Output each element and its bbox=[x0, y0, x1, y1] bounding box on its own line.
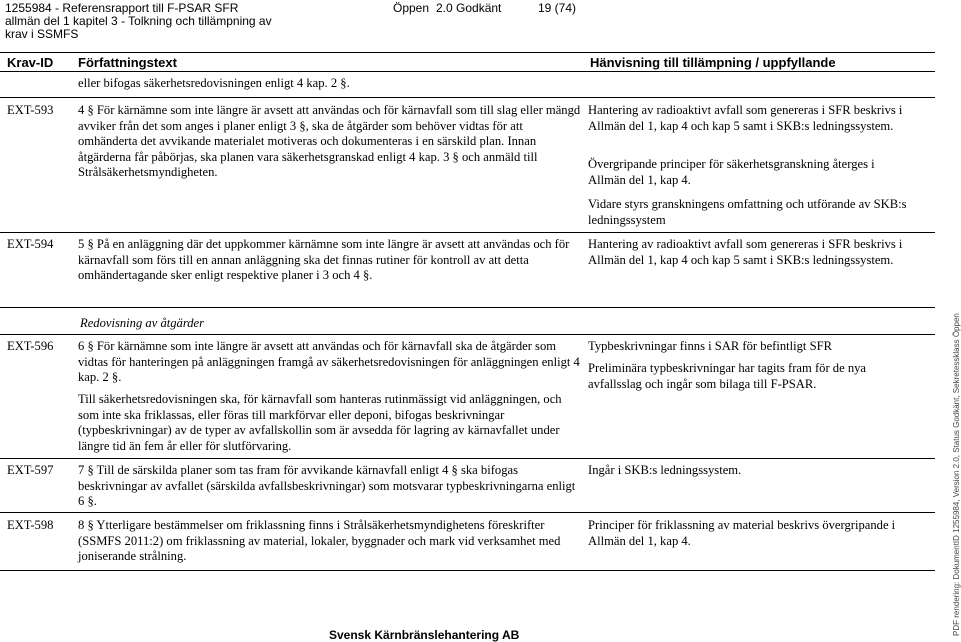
reference-text: Hantering av radioaktivt avfall som genereras i SFR beskrivs i Allmän del 1, kap 4 och kap 5 samt i SKB:s ledningssystem. bbox=[588, 237, 903, 267]
page-number: 19 (74) bbox=[538, 1, 577, 15]
row-id: EXT-594 bbox=[7, 237, 54, 251]
reference-text: Vidare styrs granskningens omfattning och utförande av SKB:s ledningssystem bbox=[588, 197, 907, 227]
reference-text: Preliminära typbeskrivningar har tagits fram för de nya avfallsslag och ingår som bilaga till F-PSAR. bbox=[588, 361, 867, 391]
row-rule bbox=[0, 97, 935, 98]
reference-text: Hantering av radioaktivt avfall som genereras i SFR beskrivs i Allmän del 1, kap 4 och kap 5 samt i SKB:s ledningssystem. bbox=[588, 103, 903, 133]
document-subtitle-line-1: allmän del 1 kapitel 3 - Tolkning och tillämpning av bbox=[5, 14, 272, 28]
row-rule bbox=[0, 232, 935, 233]
row-rule bbox=[0, 512, 935, 513]
table-bottom-rule bbox=[0, 570, 935, 571]
table-bottom-rule bbox=[0, 307, 935, 308]
section-title: Redovisning av åtgärder bbox=[80, 316, 205, 330]
version-status: 2.0 Godkänt bbox=[436, 1, 502, 15]
document-id-title: 1255984 - Referensrapport till F-PSAR SFR bbox=[5, 1, 239, 15]
header-bottom-rule bbox=[0, 71, 935, 72]
reference-text: Typbeskrivningar finns i SAR för befintligt SFR bbox=[588, 339, 832, 353]
reference-text: Ingår i SKB:s ledningssystem. bbox=[588, 463, 742, 477]
table-top-rule bbox=[0, 52, 935, 53]
regulation-text: 4 § För kärnämne som inte längre är avsett att användas och för kärnavfall som till slag eller mängd avviker från det som anges i planer enligt 3 §, ska de åtgärder som behöver vidtas för att omhänderta det avvikande materialet motiveras och dokumenteras i en särskild plan. Innan åtgärderna får påbörjas, ska planen vara säkerhetsgranskad enligt 4 kap. 3 § och anmäld till Strålsäkerhetsmyndigheten. bbox=[78, 103, 581, 179]
column-header-id: Krav-ID bbox=[7, 55, 54, 70]
column-header-reference: Hänvisning till tillämpning / uppfyllande bbox=[590, 55, 836, 70]
regulation-text: 7 § Till de särskilda planer som tas fram för avvikande kärnavfall enligt 4 § ska bifogas beskrivningar av avfallet (särskilda avfallsbeskrivningar) som motsvarar typbeskrivningarna enligt 6 §. bbox=[78, 463, 576, 508]
row-id: EXT-597 bbox=[7, 463, 54, 477]
column-header-text: Författningstext bbox=[78, 55, 177, 70]
row-id: EXT-598 bbox=[7, 518, 54, 532]
document-subtitle-line-2: krav i SSMFS bbox=[5, 27, 79, 41]
regulation-text: Till säkerhetsredovisningen ska, för kärnavfall som hanteras rutinmässigt vid anläggningen, och som inte ska friklassas, eller föras till markförvar eller deponi, bifogas beskrivningar (typbeskrivningar) av de typer av avfallskollin som är avsedda för lagring av kärnavfallet under längre tid än fem år eller för slutförvaring. bbox=[78, 392, 562, 453]
continuation-text: eller bifogas säkerhetsredovisningen enligt 4 kap. 2 §. bbox=[78, 76, 350, 90]
reference-text: Övergripande principer för säkerhetsgranskning återges i Allmän del 1, kap 4. bbox=[588, 157, 875, 187]
confidentiality-status: Öppen bbox=[393, 1, 430, 15]
row-id: EXT-596 bbox=[7, 339, 54, 353]
regulation-text: 8 § Ytterligare bestämmelser om friklassning finns i Strålsäkerhetsmyndighetens föreskrifter (SSMFS 2011:2) om friklassning av material, lokaler, byggnader och mark vid verksamhet med joniserande strålning. bbox=[78, 518, 561, 563]
regulation-text: 5 § På en anläggning där det uppkommer kärnämne som inte längre är avsett att användas och för kärnavfall som förs till en annan anläggning ska det finnas rutiner för kontroll av att detta omhändertagande sker enligt respektive planer i 3 och 4 §. bbox=[78, 237, 570, 282]
section-rule bbox=[0, 334, 935, 335]
row-id: EXT-593 bbox=[7, 103, 54, 117]
regulation-text: 6 § För kärnämne som inte längre är avsett att användas och för kärnavfall ska de åtgärder som vidtas för hanteringen på anläggningen framgå av säkerhetsredovisningen för anläggningen enligt 4 kap. 2 §. bbox=[78, 339, 580, 384]
footer-company: Svensk Kärnbränslehantering AB bbox=[329, 628, 520, 642]
row-rule bbox=[0, 458, 935, 459]
reference-text: Principer för friklassning av material beskrivs övergripande i Allmän del 1, kap 4. bbox=[588, 518, 896, 548]
pdf-rendering-note: PDF rendering: DokumentID 1255984, Version 2.0, Status Godkänt, Sekretessklass Öppen bbox=[952, 313, 961, 636]
